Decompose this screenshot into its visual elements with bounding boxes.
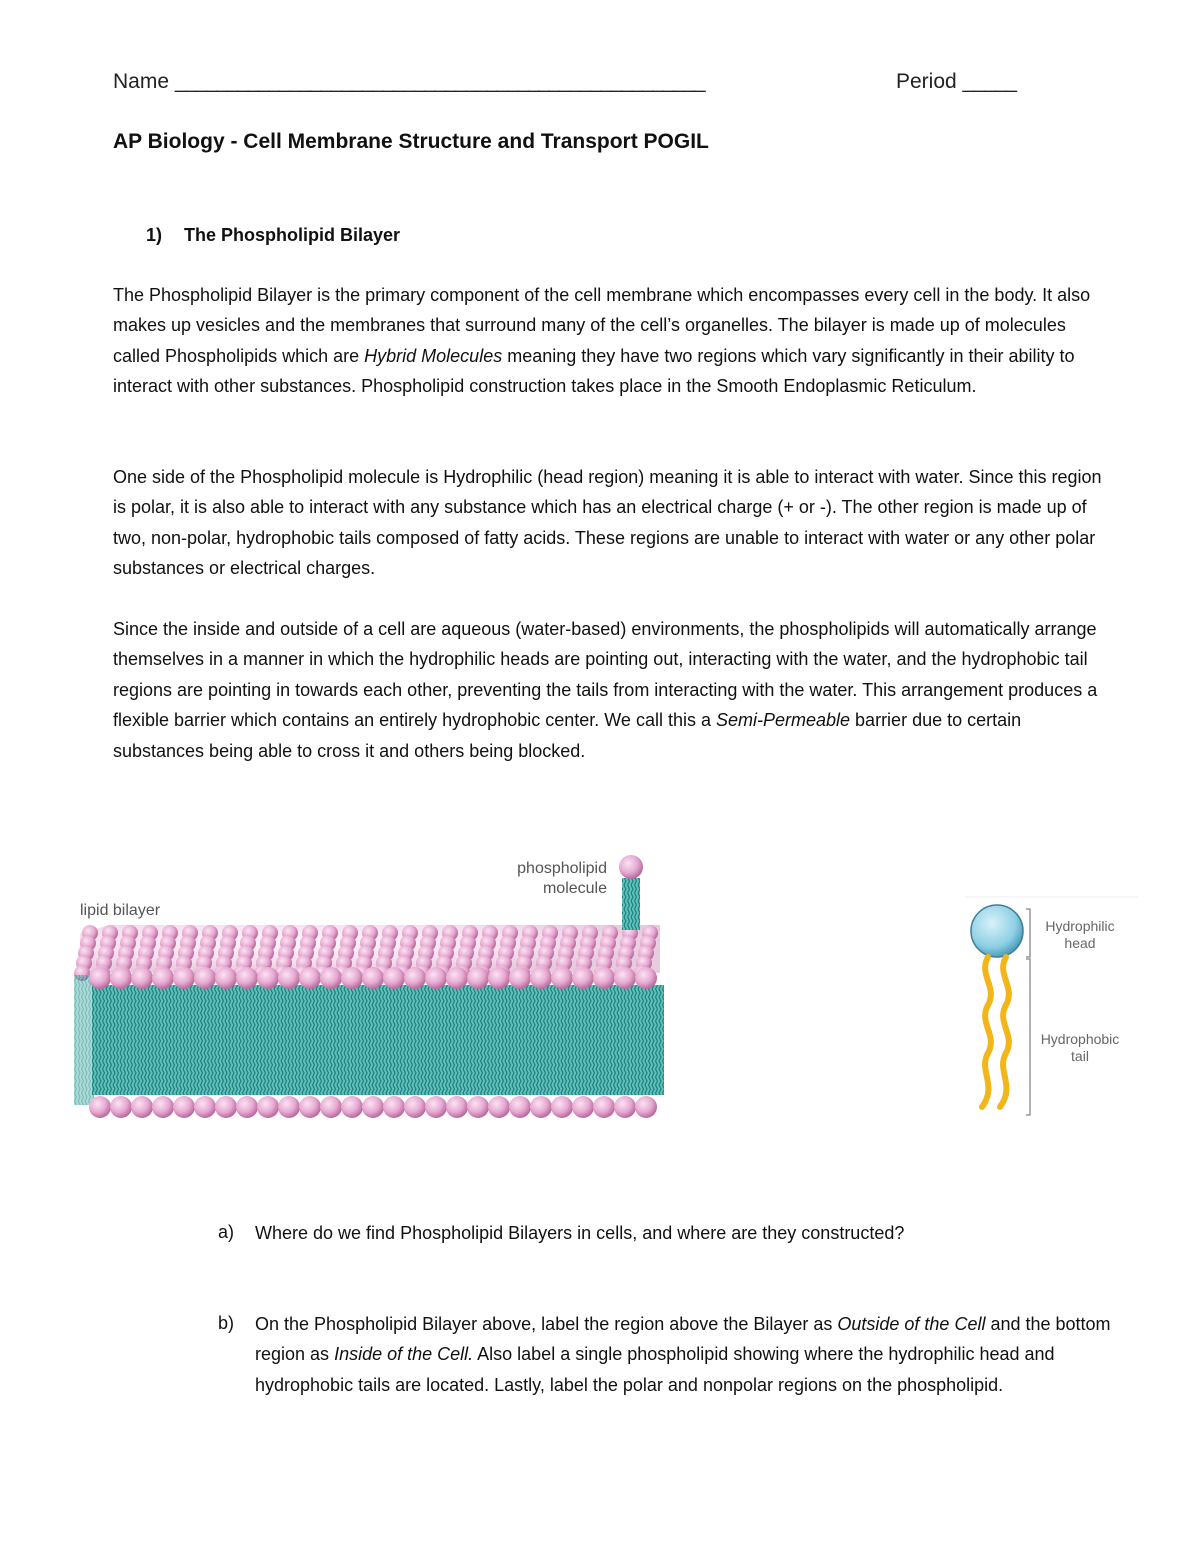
phospholipid-head [572,967,594,989]
phospholipid-head [194,1096,216,1118]
phospholipid-head [635,1096,657,1118]
lipid-bilayer-label: lipid bilayer [80,902,161,919]
phospholipid-molecule-icon [619,855,643,930]
question-text: Also label a single phospholipid showing where the hydrophilic head and hydrophobic tails are located. Lastly, label the polar and nonpolar regions on the phospholipid. [255,1344,1055,1395]
phospholipid-head [236,967,258,989]
period-blank[interactable]: _____ [962,70,1016,93]
phospholipid-head [257,1096,279,1118]
outside-cell-term: Outside of the Cell [837,1314,986,1334]
phospholipid-label-line2: molecule [542,880,607,897]
phospholipid-head [551,1096,573,1118]
name-blank[interactable]: ___________________________________________________ [174,70,705,93]
bilayer-front-bottom-heads [89,1096,657,1118]
inside-cell-term: Inside of the Cell. [334,1344,474,1365]
phospholipid-head [530,967,552,989]
phospholipid-head [530,1096,552,1118]
phospholipid-head [425,967,447,989]
question-text: and the bottom region as [255,1314,1111,1365]
phospholipid-head [131,1096,153,1118]
period-label: Period [896,70,957,93]
phospholipid-head [635,967,657,989]
paragraph-arrangement [113,614,1103,766]
period-line [896,70,1016,94]
tail-bracket [1026,959,1030,1115]
phospholipid-head [110,967,132,989]
section-heading: The Phospholipid Bilayer [184,225,401,245]
phospholipid-head [404,1096,426,1118]
question-text: On the Phospholipid Bilayer above, label the region above the Bilayer as [255,1314,838,1334]
hydrophobic-tail-shape [1000,957,1009,1107]
phospholipid-head [446,1096,468,1118]
paragraph-bilayer-intro [113,280,1103,402]
phospholipid-head [299,1096,321,1118]
question-b-letter: b) [218,1313,235,1333]
paragraph-text: barrier due to certain substances being able to cross it and others being blocked. [113,710,1022,761]
question-a-letter: a) [218,1222,235,1242]
phospholipid-head [152,1096,174,1118]
phospholipid-head [320,1096,342,1118]
hydrophilic-head-shape [971,905,1023,957]
phospholipid-head [446,967,468,989]
paragraph-text: Since the inside and outside of a cell are aqueous (water-based) environments, the phospholipids will automatically arrange themselves in a manner in which the hydrophilic heads are pointing out, interacting with the water, and the hydrophobic tail regions are pointing in towards each other, preventing the tails from interacting with the water. This arrangement produces a flexible barrier which contains an entirely hydrophobic center. We call this a [113,619,1098,731]
phospholipid-head [614,1096,636,1118]
phospholipid-head [362,967,384,989]
phospholipid-head [467,1096,489,1118]
phospholipid-head [152,967,174,989]
document-title: AP Biology - Cell Membrane Structure and Transport POGIL [113,130,709,153]
phospholipid-head [467,967,489,989]
phospholipid-head [320,967,342,989]
phospholipid-head [614,967,636,989]
phospholipid-head [509,967,531,989]
phospholipid-diagram [960,895,1140,1120]
phospholipid-head [257,967,279,989]
phospholipid-head [341,1096,363,1118]
phospholipid-head [278,967,300,989]
phospholipid-head [89,1096,111,1118]
hydrophilic-label-line2: head [1064,935,1096,951]
phospholipid-head [110,1096,132,1118]
phospholipid-head [236,1096,258,1118]
phospholipid-head [194,967,216,989]
name-label: Name [113,70,170,93]
phospholipid-head [173,967,195,989]
phospholipid-head [341,967,363,989]
head-bracket [1026,909,1030,957]
phospholipid-head [215,1096,237,1118]
hydrophobic-label-line2: tail [1071,1048,1089,1064]
name-line [113,70,704,94]
phospholipid-head [89,967,111,989]
phospholipid-head [572,1096,594,1118]
phospholipid-head [278,1096,300,1118]
phospholipid-head [383,967,405,989]
phospholipid-head [299,967,321,989]
lipid-bilayer-figure [70,845,680,1130]
phospholipid-head [362,1096,384,1118]
phospholipid-head [173,1096,195,1118]
phospholipid-head [215,967,237,989]
phospholipid-head [509,1096,531,1118]
hybrid-molecules-term: Hybrid Molecules [364,345,503,366]
phospholipid-head [593,1096,615,1118]
phospholipid-label-line1: phospholipid [517,860,607,877]
phospholipid-head [404,967,426,989]
paragraph-text: meaning they have two regions which vary significantly in their ability to interact with other substances. Phospholipid construction takes place in the Smooth Endoplasmic Reticulum. [113,345,1075,397]
phospholipid-head [131,967,153,989]
hydrophobic-tail-shape [982,957,991,1107]
hydrophobic-label-line1: Hydrophobic [1040,1031,1120,1047]
hydrophilic-label-line1: Hydrophilic [1045,918,1115,934]
phospholipid-head [383,1096,405,1118]
semi-permeable-term: Semi-Permeable [715,710,851,731]
question-b-text [255,1309,1115,1400]
phospholipid-head [488,1096,510,1118]
phospholipid-head [488,967,510,989]
paragraph-hydrophilic: One side of the Phospholipid molecule is Hydrophilic (head region) meaning it is able to interact with water. Since this region is polar, it is also able to interact with any substance which has an electrical charge (+ or -). The other region is made up of two, non-polar, hydrophobic tails composed of fatty acids. These regions are unable to interact with water or any other polar substances or electrical charges. [113,467,1102,579]
phospholipid-head [425,1096,447,1118]
question-a-text: Where do we find Phospholipid Bilayers in cells, and where are they constructed? [255,1223,905,1243]
phospholipid-head [593,967,615,989]
phospholipid-head [551,967,573,989]
section-number: 1) [146,225,163,245]
paragraph-text: The Phospholipid Bilayer is the primary component of the cell membrane which encompasses every cell in the body. It also makes up vesicles and the membranes that surround many of the cell’s organelles. The bilayer is made up of molecules called Phospholipids which are [113,285,1091,366]
